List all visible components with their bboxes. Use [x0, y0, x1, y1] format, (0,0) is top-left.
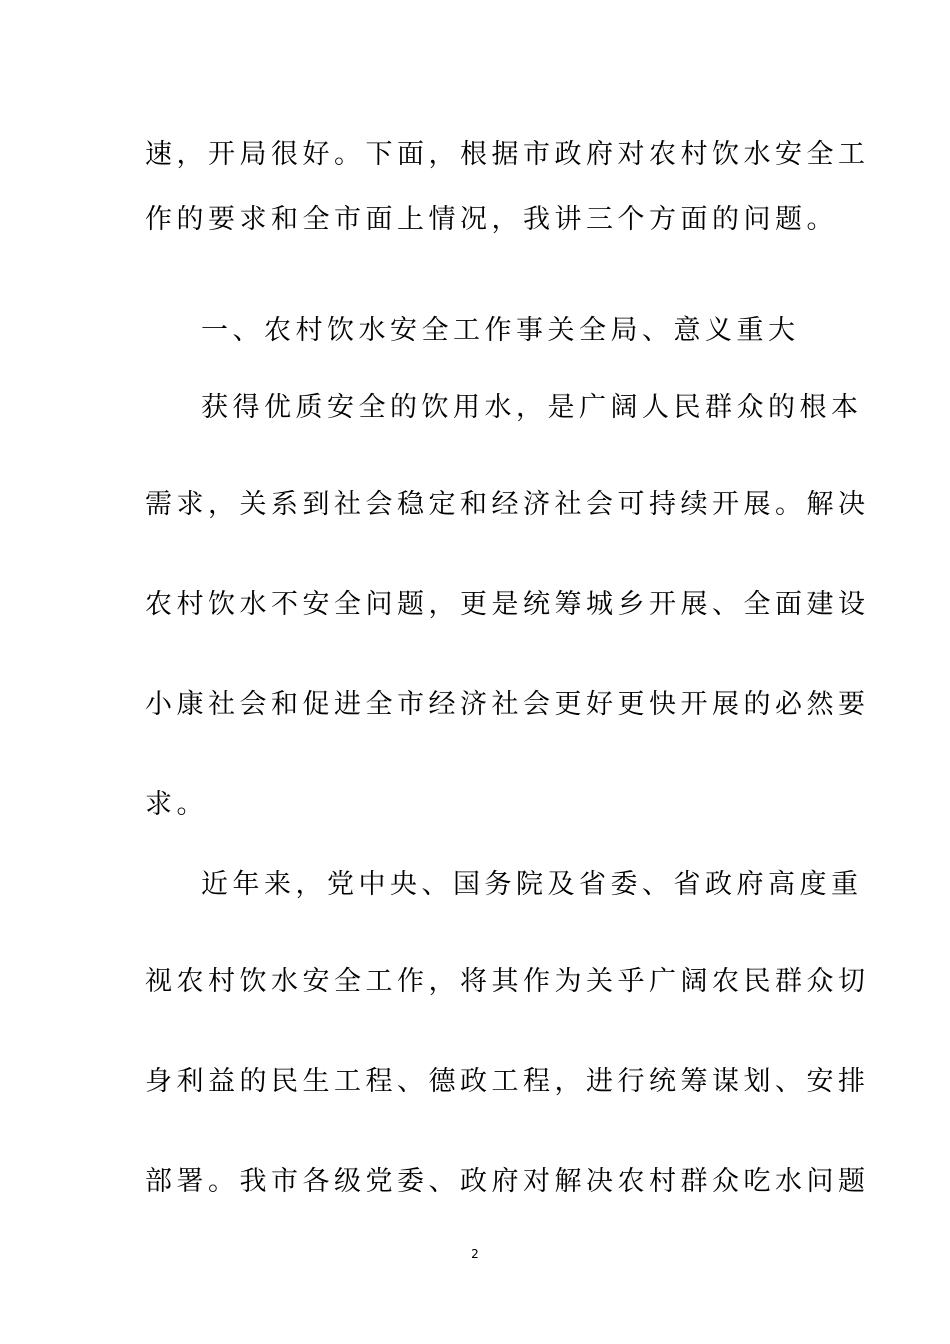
text-line: 农村饮水不安全问题，更是统筹城乡开展、全面建设: [145, 589, 870, 620]
text-line: 求。: [145, 789, 208, 820]
text-line: 需求，关系到社会稳定和经济社会可持续开展。解决: [145, 489, 870, 520]
text-line: 身利益的民生工程、德政工程，进行统筹谋划、安排: [145, 1066, 870, 1097]
text-line: 部署。我市各级党委、政府对解决农村群众吃水问题: [145, 1166, 870, 1197]
text-line: 小康社会和促进全市经济社会更好更快开展的必然要: [145, 689, 870, 720]
text-line: 速，开局很好。下面，根据市政府对农村饮水安全工: [145, 139, 870, 170]
text-line: 获得优质安全的饮用水，是广阔人民群众的根本: [201, 392, 863, 423]
text-line: 视农村饮水安全工作，将其作为关乎广阔农民群众切: [145, 966, 870, 997]
text-line: 作的要求和全市面上情况，我讲三个方面的问题。: [145, 204, 838, 235]
page-number: 2: [471, 1247, 479, 1261]
section-heading: 一、农村饮水安全工作事关全局、意义重大: [201, 315, 800, 346]
text-line: 近年来，党中央、国务院及省委、省政府高度重: [201, 869, 863, 900]
